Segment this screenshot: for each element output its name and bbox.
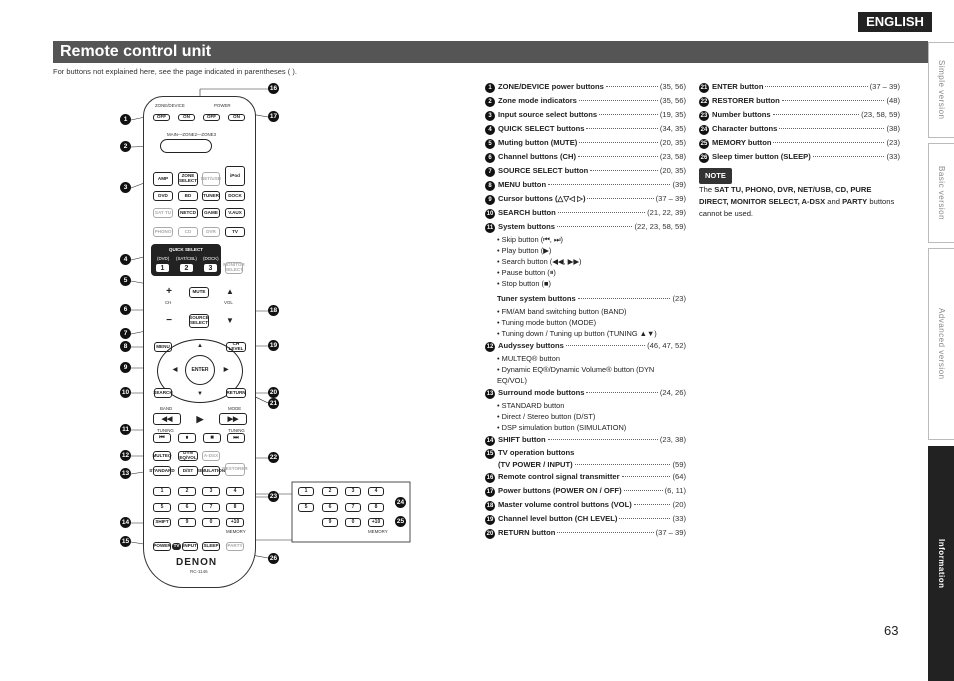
number-5-button[interactable]: 5: [153, 503, 171, 512]
list-item: 12 Audyssey buttons (46, 47, 52): [486, 341, 686, 350]
callout-13: 13: [121, 470, 130, 477]
list-subitem: • STANDARD button: [485, 400, 686, 411]
phono-button[interactable]: PHONO: [153, 227, 173, 237]
power-off-button[interactable]: OFF: [203, 114, 220, 121]
dst-button[interactable]: D/ST: [178, 466, 198, 476]
play-button[interactable]: ▶: [184, 411, 216, 427]
list-subitem: • Tuning down / Tuning up button (TUNING ▲▼): [485, 328, 686, 339]
quick-label-3: (DOCK): [203, 256, 219, 261]
skip-back-button[interactable]: ⏮: [153, 433, 171, 443]
callout-23: 23: [269, 493, 278, 500]
page-title: Remote control unit: [53, 41, 928, 63]
standard-button[interactable]: STANDARD: [153, 466, 171, 476]
language-tab[interactable]: ENGLISH: [858, 12, 932, 32]
callout-4: 4: [120, 254, 131, 265]
number-6-button[interactable]: 6: [178, 503, 196, 512]
cd-button[interactable]: CD: [178, 227, 198, 237]
dock-button[interactable]: DOCK: [225, 191, 245, 201]
enter-button[interactable]: ENTER: [185, 355, 215, 385]
quick-select-1-button[interactable]: 1: [155, 263, 170, 273]
side-tab-information[interactable]: Information: [928, 446, 954, 681]
ch-level-button[interactable]: CH LEVEL: [226, 342, 246, 352]
callout-15: 15: [121, 538, 130, 545]
zoom-key-2: 2: [322, 487, 338, 496]
zoom-key-3: 3: [345, 487, 361, 496]
quick-select-panel: QUICK SELECT: [151, 244, 221, 276]
pause-button[interactable]: ⏸: [178, 433, 196, 443]
list-item: 9 Cursor buttons (△▽◁ ▷) (37 – 39): [485, 192, 686, 206]
list-item: 17 Power buttons (POWER ON / OFF) (6, 11): [486, 486, 686, 495]
list-item: 8 MENU button (39): [485, 178, 686, 192]
page-number: 63: [884, 623, 899, 638]
list-item: 16 Remote control signal transmitter (64): [486, 472, 686, 481]
sat-tu-button[interactable]: SAT TU: [153, 208, 173, 218]
netcd-button[interactable]: NETCD: [178, 208, 198, 218]
tv-input-button[interactable]: INPUT: [182, 542, 198, 551]
source-select-button[interactable]: SOURCE SELECT: [189, 314, 209, 328]
number-7-button[interactable]: 7: [202, 503, 220, 512]
dvd-button[interactable]: DVD: [153, 191, 173, 201]
net-usb-button[interactable]: NET/USB: [202, 172, 220, 186]
list-item: 10 SEARCH button (21, 22, 39): [486, 208, 686, 217]
callout-11: 11: [120, 424, 131, 435]
callout-24: 24: [396, 499, 405, 506]
callout-22: 22: [269, 454, 278, 461]
list-subitem: • Search button (◀◀, ▶▶): [485, 256, 686, 267]
list-subitem: • MULTEQ® button: [485, 353, 686, 364]
power-on-button[interactable]: ON: [228, 114, 245, 121]
cursor-down-button[interactable]: ▼: [195, 390, 205, 398]
list-subitem: • Direct / Stereo button (D/ST): [485, 411, 686, 422]
list-item: (TV POWER / INPUT) (59): [498, 460, 686, 469]
callout-1: 1: [120, 114, 131, 125]
list-item: 20 RETURN button (37 – 39): [486, 528, 686, 537]
side-tab-advanced[interactable]: Advanced version: [928, 248, 954, 440]
number-9-button[interactable]: 9: [178, 518, 196, 527]
skip-forward-button[interactable]: ⏭: [227, 433, 245, 443]
zoom-key-4: 4: [368, 487, 384, 496]
tv-power-button[interactable]: POWER: [153, 542, 171, 551]
zoom-key-1: 1: [298, 487, 314, 496]
vol-down-button[interactable]: ▼: [221, 315, 239, 327]
sleep-button[interactable]: SLEEP: [202, 542, 220, 551]
shift-button[interactable]: SHIFT: [153, 518, 171, 527]
list-subitem: • Stop button (■): [485, 278, 686, 289]
button-list-right: [699, 80, 900, 220]
tv-badge: TV: [173, 543, 180, 549]
monitor-select-button[interactable]: MONITOR SELECT: [223, 262, 245, 272]
callout-10: 10: [121, 389, 130, 396]
list-item: 4 QUICK SELECT buttons (34, 35): [485, 122, 686, 136]
list-item: 24 Character buttons (38): [700, 124, 900, 133]
quick-select-3-button[interactable]: 3: [203, 263, 218, 273]
callout-21: 21: [269, 400, 278, 407]
ch-down-button[interactable]: −: [160, 315, 178, 327]
vol-label: VOL: [224, 300, 233, 305]
search-button[interactable]: SEARCH: [154, 388, 172, 398]
game-button[interactable]: GAME: [202, 208, 220, 218]
cursor-left-button[interactable]: ◀: [170, 366, 180, 374]
list-item: 11 System buttons (22, 23, 58, 59): [486, 222, 686, 231]
brand-logo: DENON: [176, 557, 218, 568]
number-3-button[interactable]: 3: [202, 487, 220, 496]
list-item: 3 Input source select buttons (19, 35): [485, 108, 686, 122]
number-0-button[interactable]: 0: [202, 518, 220, 527]
list-item: 22 RESTORER button (48): [700, 96, 900, 105]
number-1-button[interactable]: 1: [153, 487, 171, 496]
side-tab-simple[interactable]: Simple version: [928, 42, 954, 138]
callout-25: 25: [396, 518, 405, 525]
list-item: 5 Muting button (MUTE) (20, 35): [485, 136, 686, 150]
quick-label-2: (SAT/CBL): [176, 256, 197, 261]
number-2-button[interactable]: 2: [178, 487, 196, 496]
zone-device-label: ZONE/DEVICE: [155, 103, 185, 108]
callout-20: 20: [269, 389, 278, 396]
a-dsx-button[interactable]: A-DSX: [202, 451, 220, 461]
list-item: 1 ZONE/DEVICE power buttons (35, 56): [485, 80, 686, 94]
zoom-key-9: 9: [322, 518, 338, 527]
zone-on-button[interactable]: ON: [178, 114, 195, 121]
list-item: 13 Surround mode buttons (24, 26): [486, 388, 686, 397]
quick-label-1: (DVD): [157, 256, 170, 261]
zoom-key-plus10: +10: [368, 518, 384, 527]
number-8-button[interactable]: 8: [226, 503, 244, 512]
zoom-key-7: 7: [345, 503, 361, 512]
callout-18: 18: [269, 307, 278, 314]
note-badge: NOTE: [699, 168, 732, 184]
callout-17: 17: [269, 113, 278, 120]
zoom-key-8: 8: [368, 503, 384, 512]
zoom-key-6: 6: [322, 503, 338, 512]
mode-label: MODE: [228, 406, 242, 411]
zoom-key-5: 5: [298, 503, 314, 512]
list-subitem: • Play button (▶): [485, 245, 686, 256]
amp-button[interactable]: AMP: [153, 172, 173, 186]
list-item: 25 MEMORY button (23): [700, 138, 900, 147]
callout-9: 9: [120, 362, 131, 373]
list-subitem: • Skip button (⏮, ⏭): [485, 234, 686, 245]
tuning-up-label: TUNING: [228, 428, 245, 433]
bd-button[interactable]: BD: [178, 191, 198, 201]
list-item: 18 Master volume control buttons (VOL) (20): [486, 500, 686, 509]
callout-14: 14: [121, 519, 130, 526]
vaux-button[interactable]: V.AUX: [225, 208, 245, 218]
callout-26: 26: [269, 555, 278, 562]
callout-7: 7: [120, 328, 131, 339]
zone-select-button[interactable]: ZONE SELECT: [178, 172, 198, 186]
dvr-button[interactable]: DVR: [202, 227, 220, 237]
list-subitem: • FM/AM band switching button (BAND): [485, 306, 686, 317]
tv-button[interactable]: TV: [225, 227, 245, 237]
dyn-eq-vol-button[interactable]: DYN EQ/VOL: [179, 450, 197, 460]
cursor-up-button[interactable]: ▲: [195, 342, 205, 350]
zoom-key-0: 0: [345, 518, 361, 527]
callout-16: 16: [269, 85, 278, 92]
power-label: POWER: [214, 103, 231, 108]
callout-12: 12: [121, 452, 130, 459]
list-item: 26 Sleep timer button (SLEEP) (33): [700, 152, 900, 161]
callout-5: 5: [120, 275, 131, 286]
search-back-button[interactable]: ◀◀: [153, 413, 181, 425]
list-item: 15 TV operation buttons: [486, 448, 575, 457]
list-item: 2 Zone mode indicators (35, 56): [485, 94, 686, 108]
quick-select-2-button[interactable]: 2: [179, 263, 194, 273]
main-zone-label: MAIN—ZONE2—ZONE3: [167, 132, 217, 137]
model-number: RC-1146: [190, 569, 208, 574]
number-plus10-button[interactable]: +10: [226, 518, 244, 527]
return-button[interactable]: RETURN: [226, 388, 246, 398]
ipod-button[interactable]: iPod: [225, 166, 245, 186]
list-subitem: • Pause button (⏸): [485, 267, 686, 278]
memory-label: MEMORY: [226, 529, 246, 534]
callout-8: 8: [120, 341, 131, 352]
list-item: 14 SHIFT button (23, 38): [486, 435, 686, 444]
note-text: The SAT TU, PHONO, DVR, NET/USB, CD, PURE DIRECT, MONITOR SELECT, A-DSX and PARTY buttons cannot be used.: [699, 185, 895, 218]
side-tab-basic[interactable]: Basic version: [928, 143, 954, 243]
zoom-memory-label: MEMORY: [368, 529, 388, 534]
cursor-right-button[interactable]: ▶: [221, 366, 231, 374]
callout-19: 19: [269, 342, 278, 349]
page-subtitle: For buttons not explained here, see the page indicated in parentheses ( ).: [53, 67, 297, 76]
multeq-button[interactable]: MULTEQ: [153, 451, 171, 461]
vol-up-button[interactable]: ▲: [221, 286, 239, 298]
restorer-button[interactable]: RESTORER: [225, 463, 245, 476]
list-subitem: • Tuning mode button (MODE): [485, 317, 686, 328]
stop-button[interactable]: ■: [203, 433, 221, 443]
callout-3: 3: [120, 182, 131, 193]
callout-2: 2: [120, 141, 131, 152]
band-label: BAND: [160, 406, 173, 411]
list-item: 6 Channel buttons (CH) (23, 58): [485, 150, 686, 164]
list-item: 23 Number buttons (23, 58, 59): [700, 110, 900, 119]
number-4-button[interactable]: 4: [226, 487, 244, 496]
zone-off-button[interactable]: OFF: [153, 114, 170, 121]
simulation-button[interactable]: SIMULATION: [202, 466, 220, 476]
list-item: 19 Channel level button (CH LEVEL) (33): [486, 514, 686, 523]
list-subitem: • DSP simulation button (SIMULATION): [485, 422, 686, 433]
list-item: 7 SOURCE SELECT button (20, 35): [485, 164, 686, 178]
callout-6: 6: [120, 304, 131, 315]
menu-button[interactable]: MENU: [154, 342, 172, 352]
list-item: Tuner system buttons (23): [497, 294, 686, 303]
list-subitem: • Dynamic EQ®/Dynamic Volume® button (DYN EQ/VOL): [485, 364, 686, 386]
list-item: 21 ENTER button (37 – 39): [700, 82, 900, 91]
ch-up-button[interactable]: +: [160, 286, 178, 298]
tuner-button[interactable]: TUNER: [202, 191, 220, 201]
tuning-down-label: TUNING: [157, 428, 174, 433]
search-forward-button[interactable]: ▶▶: [219, 413, 247, 425]
zone-indicators: [160, 139, 212, 153]
mute-button[interactable]: MUTE: [189, 287, 209, 298]
button-list-left: [485, 80, 686, 540]
ch-label: CH: [165, 300, 172, 305]
party-button[interactable]: PARTY: [226, 542, 244, 551]
